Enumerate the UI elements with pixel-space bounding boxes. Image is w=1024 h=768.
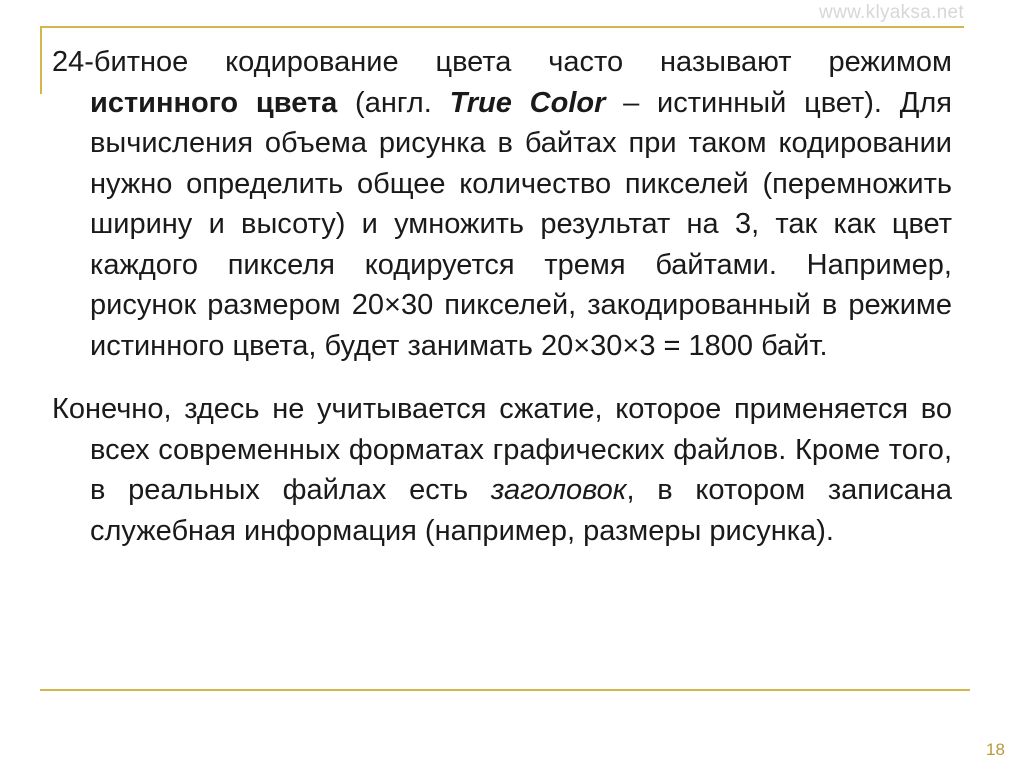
slide-content [52,42,952,551]
bottom-rule [40,689,970,691]
left-rule [40,26,42,94]
term-true-color-en: True Color [449,86,606,119]
paragraph1-text: (англ. [337,86,450,119]
paragraph-compression [52,389,952,551]
paragraph-true-color [52,42,952,366]
paragraph2-text: , в котором записана служебная информация (например, размеры рисунка). [90,474,952,547]
term-header: заголовок [490,474,627,506]
paragraph1-text: – истинный цвет). Для вычисления объема рисунка в байтах при таком кодировании нужно определить общее количество пикселей (перемножить ширину и высоту) и умножить результат на 3, так как цвет каждого пикселя кодируется тремя байтами. Например, рисунок размером 20×30 пикселей, закодированный в режиме истинного цвета, будет занимать 20×30×3 = 1800 байт. [90,86,952,362]
top-rule [40,26,964,28]
paragraph2-text: Конечно, здесь не учитывается сжатие, которое применяется во всех современных форматах графических файлов. Кроме того, в реальных файлах есть [52,393,952,506]
watermark: www.klyaksa.net [819,2,964,23]
page-number: 18 [986,740,1005,759]
term-true-color-ru: истинного цвета [90,86,338,119]
paragraph1-text: 24-битное кодирование цвета часто называют режимом [52,46,952,78]
